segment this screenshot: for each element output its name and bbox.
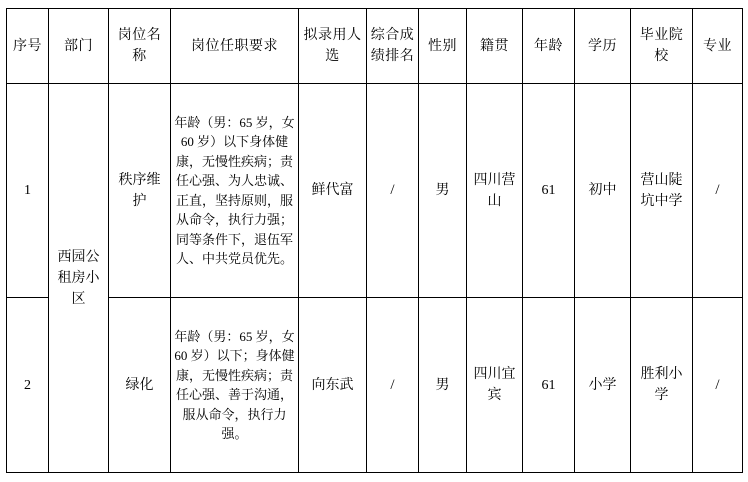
cell-sex: 男 <box>419 84 467 298</box>
cell-school: 胜利小学 <box>631 298 693 473</box>
column-header-candidate: 拟录用人选 <box>299 9 367 84</box>
column-header-education: 学历 <box>575 9 631 84</box>
column-header-major: 专业 <box>693 9 743 84</box>
column-header-seq: 序号 <box>7 9 49 84</box>
column-header-requirement: 岗位任职要求 <box>171 9 299 84</box>
cell-rank: / <box>367 298 419 473</box>
cell-department: 西园公租房小区 <box>49 84 109 473</box>
cell-major: / <box>693 298 743 473</box>
cell-age: 61 <box>523 298 575 473</box>
table-body <box>7 84 743 473</box>
table-row <box>7 84 743 298</box>
column-header-department: 部门 <box>49 9 109 84</box>
cell-seq: 1 <box>7 84 49 298</box>
column-header-rank: 综合成绩排名 <box>367 9 419 84</box>
cell-education: 初中 <box>575 84 631 298</box>
column-header-sex: 性别 <box>419 9 467 84</box>
column-header-native-place: 籍贯 <box>467 9 523 84</box>
table-row <box>7 298 743 473</box>
column-header-school: 毕业院校 <box>631 9 693 84</box>
cell-candidate: 鲜代富 <box>299 84 367 298</box>
cell-post-name: 秩序维护 <box>109 84 171 298</box>
cell-seq: 2 <box>7 298 49 473</box>
header-row <box>7 9 743 84</box>
cell-native-place: 四川宜宾 <box>467 298 523 473</box>
cell-rank: / <box>367 84 419 298</box>
cell-sex: 男 <box>419 298 467 473</box>
cell-major: / <box>693 84 743 298</box>
cell-requirement: 年龄（男：65 岁，女 60 岁）以下；身体健康，无慢性疾病；责任心强、善于沟通，服从命令，执行力强。 <box>171 298 299 473</box>
cell-post-name: 绿化 <box>109 298 171 473</box>
cell-school: 营山陡坑中学 <box>631 84 693 298</box>
table-header <box>7 9 743 84</box>
column-header-age: 年龄 <box>523 9 575 84</box>
cell-age: 61 <box>523 84 575 298</box>
cell-education: 小学 <box>575 298 631 473</box>
cell-candidate: 向东武 <box>299 298 367 473</box>
recruitment-table <box>6 8 743 473</box>
cell-requirement: 年龄（男：65 岁，女 60 岁）以下身体健康，无慢性疾病；责任心强、为人忠诚、正直，坚持原则，服从命令，执行力强；同等条件下，退伍军人、中共党员优先。 <box>171 84 299 298</box>
column-header-post-name: 岗位名称 <box>109 9 171 84</box>
cell-native-place: 四川营山 <box>467 84 523 298</box>
